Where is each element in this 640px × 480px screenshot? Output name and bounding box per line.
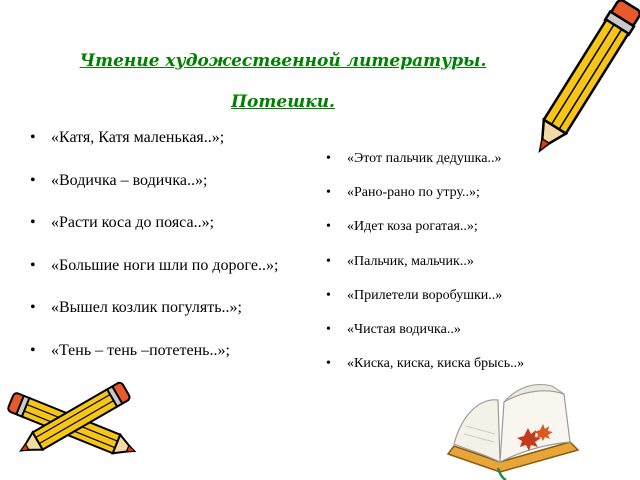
list-item: • «Катя, Катя маленькая..»; (30, 128, 278, 148)
right-rhymes-list (326, 150, 524, 389)
pencil-icon (528, 0, 640, 160)
page-subtitle: Потешки. (231, 92, 335, 112)
list-item: • «Тень – тень –потетень..»; (30, 341, 278, 361)
page-title: Чтение художественной литературы. (79, 51, 487, 71)
crossed-pencils-icon (0, 372, 150, 480)
list-item: • «Расти коса до пояса..»; (30, 213, 278, 233)
list-item: • «Прилетели воробушки..» (326, 287, 524, 305)
list-item: • «Киска, киска, киска брысь..» (326, 355, 524, 373)
list-item: • «Чистая водичка..» (326, 321, 524, 339)
list-item: • «Вышел козлик погулять..»; (30, 298, 278, 318)
list-item: • «Рано-рано по утру..»; (326, 184, 524, 202)
list-item: • «Пальчик, мальчик..» (326, 253, 524, 271)
list-item: • «Идет коза рогатая..»; (326, 218, 524, 236)
list-item: • «Этот пальчик дедушка..» (326, 150, 524, 168)
open-book-icon (440, 384, 585, 480)
left-rhymes-list (30, 128, 278, 383)
list-item: • «Водичка – водичка..»; (30, 171, 278, 191)
list-item: • «Большие ноги шли по дороге..»; (30, 256, 278, 276)
